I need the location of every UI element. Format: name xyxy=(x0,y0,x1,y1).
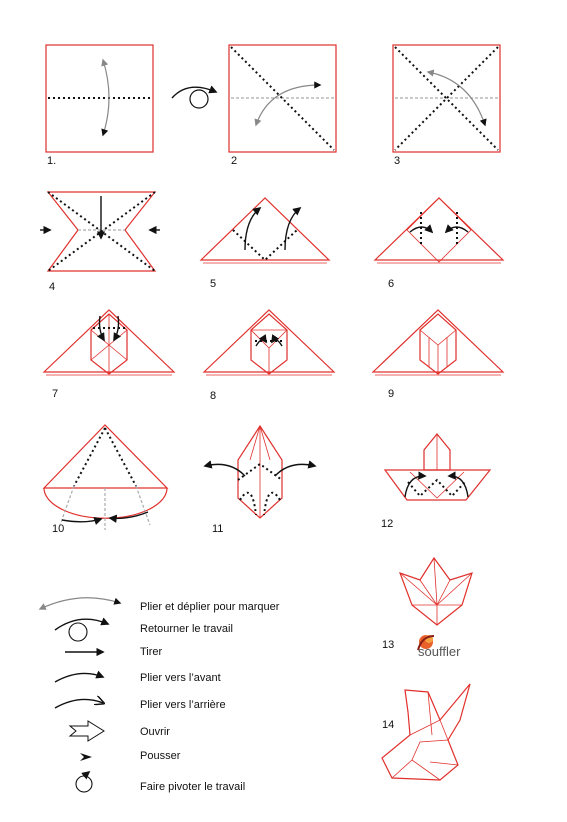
legend-label: Ouvrir xyxy=(140,726,170,738)
push-arrow-icon xyxy=(80,753,92,761)
step-13-diagram xyxy=(400,558,472,625)
legend-label: Pousser xyxy=(140,750,181,762)
fold-forward-arrow-icon xyxy=(55,673,103,682)
step-number: 13 xyxy=(382,639,395,651)
step-10-diagram xyxy=(44,425,167,530)
logo xyxy=(418,635,461,659)
rotate-icon xyxy=(76,772,92,792)
step-number: 6 xyxy=(388,278,395,290)
step-number: 12 xyxy=(381,518,394,530)
step-8-diagram xyxy=(204,310,334,375)
step-14-diagram xyxy=(382,684,470,780)
step-number: 9 xyxy=(388,388,395,400)
turn-over-icon xyxy=(55,619,108,641)
step-11-diagram xyxy=(205,426,315,518)
fold-unfold-arrow-icon xyxy=(40,598,120,609)
step-number: 11 xyxy=(212,523,224,535)
step-12-diagram xyxy=(385,434,490,500)
legend-label: Retourner le travail xyxy=(140,623,233,635)
step-7-diagram xyxy=(44,310,174,375)
step-number: 14 xyxy=(382,719,395,731)
step-number: 2 xyxy=(231,155,238,167)
legend xyxy=(40,598,280,793)
step-6-diagram xyxy=(375,198,503,263)
step-number: 8 xyxy=(210,390,217,402)
step-9-diagram xyxy=(373,310,503,375)
legend-label: Faire pivoter le travail xyxy=(140,781,246,793)
legend-label: Tirer xyxy=(140,646,163,658)
step-number: 10 xyxy=(52,523,65,535)
step-number: 1. xyxy=(47,155,57,167)
step-2-diagram xyxy=(229,45,336,152)
step-3-diagram xyxy=(393,45,500,152)
step-5-diagram xyxy=(201,198,329,263)
step-1-diagram xyxy=(46,45,153,152)
fold-backward-arrow-icon xyxy=(55,699,103,708)
step-number: 3 xyxy=(394,155,401,167)
legend-label: Plier vers l’arrière xyxy=(140,699,226,711)
open-arrow-icon xyxy=(70,721,104,741)
step-number: 4 xyxy=(49,281,56,293)
logo-text: souffler xyxy=(418,644,461,659)
step-number: 5 xyxy=(210,278,217,290)
step-4-diagram xyxy=(40,192,160,271)
legend-label: Plier et déplier pour marquer xyxy=(140,601,280,613)
turn-over-icon xyxy=(172,87,216,108)
legend-label: Plier vers l’avant xyxy=(140,672,221,684)
step-number: 7 xyxy=(52,388,59,400)
